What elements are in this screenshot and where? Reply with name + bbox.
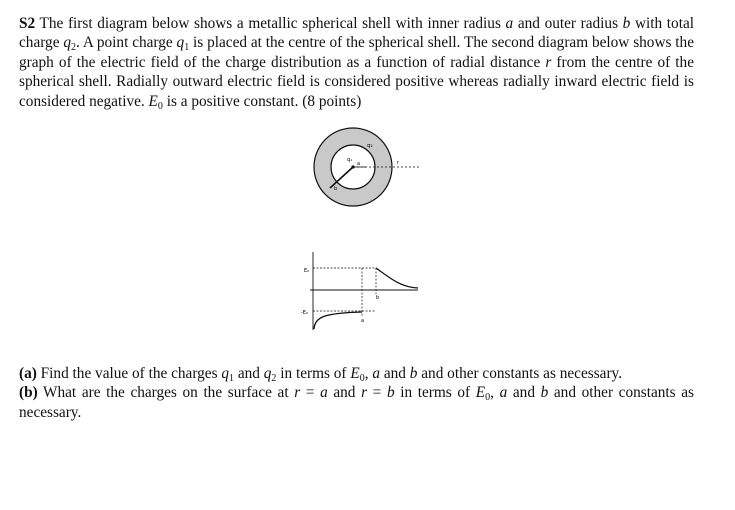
- q1-label: q₁: [347, 157, 353, 163]
- var-E: E: [350, 365, 360, 382]
- subscript: 1: [184, 42, 190, 54]
- question-text: =: [367, 384, 387, 402]
- var-E: E: [475, 384, 486, 402]
- r-label: r: [397, 160, 400, 166]
- statement-text: with total charge: [19, 15, 694, 52]
- var-b: b: [540, 384, 549, 402]
- point-charge: [351, 165, 354, 168]
- var-a: a: [320, 384, 328, 402]
- question-text: ,: [490, 384, 500, 402]
- var-b: b: [622, 15, 631, 32]
- question-text: What are the charges on the surface at: [37, 384, 295, 402]
- question-text: and: [234, 365, 264, 382]
- problem-label: S2: [19, 15, 36, 32]
- question-text: ,: [364, 365, 373, 382]
- a-label: a: [357, 161, 361, 167]
- a-axis-label: a: [361, 318, 365, 324]
- subscript: 1: [229, 373, 235, 384]
- var-E: E: [148, 92, 158, 110]
- question-text: in terms of: [394, 384, 476, 402]
- field-graph: [300, 250, 425, 332]
- question-text: and: [380, 365, 410, 382]
- subscript: 0: [359, 373, 365, 384]
- b-label: b: [334, 186, 338, 192]
- var-b: b: [409, 365, 418, 382]
- problem-statement: [19, 14, 694, 111]
- b-axis-label: b: [376, 295, 380, 301]
- statement-text: and outer radius: [513, 15, 623, 32]
- var-r: r: [545, 53, 552, 71]
- question-text: and other constants as necessary.: [19, 384, 694, 421]
- subscript: 2: [71, 42, 76, 54]
- inner-field-curve: [314, 312, 365, 329]
- question-text: Find the value of the charges: [36, 365, 222, 382]
- var-r: r: [294, 384, 301, 402]
- subscript: 0: [485, 392, 491, 404]
- q2-label: q₂: [367, 143, 373, 149]
- statement-text: from the centre of the spherical shell. Radially outward electric field is considered positive whereas radially inward electric field is considered negative.: [19, 53, 694, 110]
- e0-label: E₀: [304, 268, 310, 274]
- var-a: a: [499, 384, 508, 402]
- statement-text: is placed at the centre of the spherical shell. The second diagram below shows the graph of the electric field of the charge distribution as a function of radial distance: [19, 34, 694, 71]
- var-r: r: [361, 384, 368, 402]
- var-a: a: [505, 15, 514, 32]
- var-q: q: [263, 365, 272, 382]
- questions: [19, 364, 694, 422]
- question-text: and: [327, 384, 362, 402]
- question-text: =: [300, 384, 321, 402]
- statement-text: . A point charge: [76, 34, 177, 52]
- outer-field-curve: [376, 268, 418, 288]
- question-text: and other constants as necessary.: [417, 365, 623, 382]
- var-q: q: [221, 365, 230, 382]
- question-text: and: [507, 384, 541, 402]
- question-b-label: (b): [19, 384, 38, 402]
- neg-e0-label: -E₀: [301, 310, 308, 316]
- var-q: q: [63, 34, 71, 52]
- var-q: q: [176, 34, 185, 52]
- subscript: 2: [271, 373, 277, 384]
- statement-text: The first diagram below shows a metallic spherical shell with inner radius: [35, 15, 506, 32]
- shell-diagram: [300, 126, 425, 208]
- question-text: in terms of: [276, 365, 351, 382]
- question-a-label: (a): [19, 365, 37, 382]
- var-a: a: [372, 365, 381, 382]
- statement-text: is a positive constant. (8 points): [162, 92, 362, 110]
- var-b: b: [386, 384, 395, 402]
- subscript: 0: [157, 100, 163, 112]
